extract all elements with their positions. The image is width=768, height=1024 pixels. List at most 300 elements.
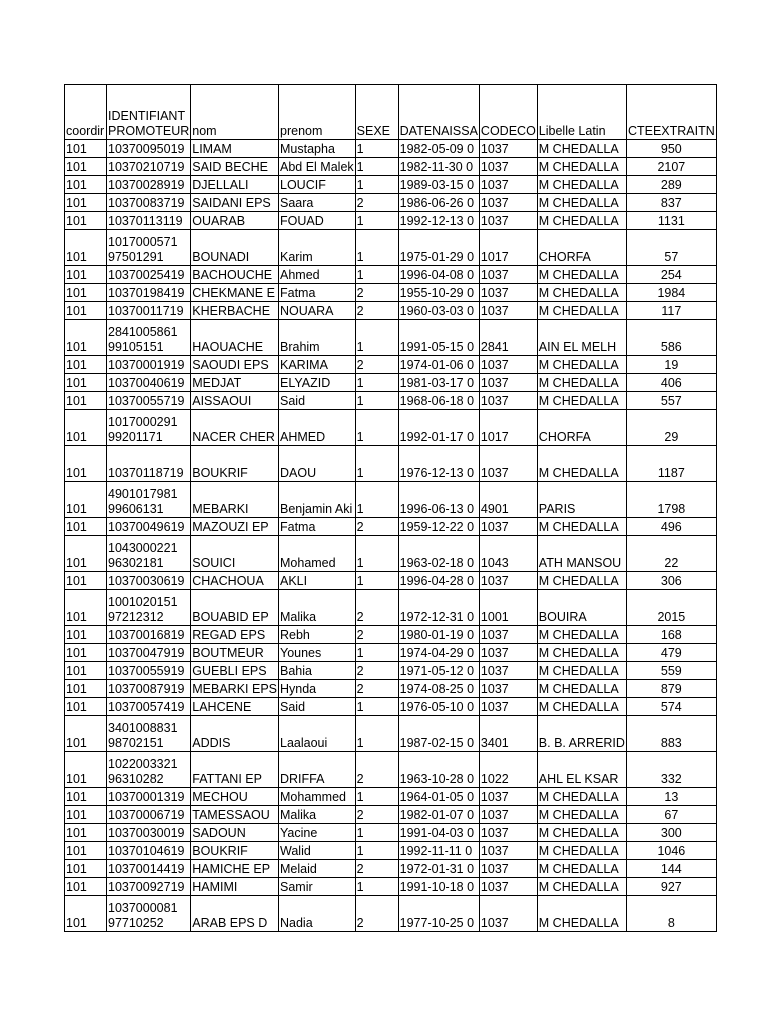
cell-libelle-latin[interactable]: M CHEDALLA	[537, 194, 626, 212]
cell-acte-extrait[interactable]: 2015	[626, 590, 716, 626]
cell-coord[interactable]: 101	[65, 518, 107, 536]
cell-libelle-latin[interactable]: M CHEDALLA	[537, 896, 626, 932]
cell-coord[interactable]: 101	[65, 230, 107, 266]
cell-nom[interactable]: MECHOU	[191, 788, 279, 806]
cell-acte-extrait[interactable]: 1187	[626, 446, 716, 482]
cell-acte-extrait[interactable]: 1798	[626, 482, 716, 518]
cell-libelle-latin[interactable]: M CHEDALLA	[537, 212, 626, 230]
cell-identifiant[interactable]: 10370001919	[107, 356, 191, 374]
cell-nom[interactable]: BOUKRIF	[191, 446, 279, 482]
cell-prenom[interactable]: Hynda	[279, 680, 356, 698]
cell-sexe[interactable]: 1	[355, 176, 398, 194]
cell-codecommune[interactable]: 4901	[479, 482, 537, 518]
cell-identifiant[interactable]: 1037000081 97710252	[107, 896, 191, 932]
cell-nom[interactable]: ADDIS	[191, 716, 279, 752]
cell-sexe[interactable]: 2	[355, 896, 398, 932]
cell-libelle-latin[interactable]: CHORFA	[537, 410, 626, 446]
cell-acte-extrait[interactable]: 306	[626, 572, 716, 590]
cell-datenaissance[interactable]: 1963-10-28 0	[398, 752, 479, 788]
cell-prenom[interactable]: LOUCIF	[279, 176, 356, 194]
cell-libelle-latin[interactable]: M CHEDALLA	[537, 446, 626, 482]
cell-acte-extrait[interactable]: 883	[626, 716, 716, 752]
cell-coord[interactable]: 101	[65, 860, 107, 878]
cell-coord[interactable]: 101	[65, 698, 107, 716]
cell-identifiant[interactable]: 10370030619	[107, 572, 191, 590]
cell-datenaissance[interactable]: 1991-10-18 0	[398, 878, 479, 896]
cell-nom[interactable]: LAHCENE	[191, 698, 279, 716]
cell-datenaissance[interactable]: 1977-10-25 0	[398, 896, 479, 932]
cell-identifiant[interactable]: 3401008831 98702151	[107, 716, 191, 752]
cell-codecommune[interactable]: 3401	[479, 716, 537, 752]
cell-prenom[interactable]: Walid	[279, 842, 356, 860]
cell-coord[interactable]: 101	[65, 788, 107, 806]
cell-identifiant[interactable]: 10370118719	[107, 446, 191, 482]
cell-codecommune[interactable]: 1037	[479, 302, 537, 320]
cell-acte-extrait[interactable]: 479	[626, 644, 716, 662]
cell-datenaissance[interactable]: 1974-08-25 0	[398, 680, 479, 698]
cell-coord[interactable]: 101	[65, 824, 107, 842]
cell-codecommune[interactable]: 1037	[479, 140, 537, 158]
cell-codecommune[interactable]: 1037	[479, 878, 537, 896]
header-codecommune[interactable]: CODECO	[479, 85, 537, 140]
cell-acte-extrait[interactable]: 927	[626, 878, 716, 896]
cell-codecommune[interactable]: 1037	[479, 644, 537, 662]
cell-libelle-latin[interactable]: M CHEDALLA	[537, 860, 626, 878]
cell-datenaissance[interactable]: 1982-11-30 0	[398, 158, 479, 176]
cell-nom[interactable]: DJELLALI	[191, 176, 279, 194]
cell-identifiant[interactable]: 10370092719	[107, 878, 191, 896]
cell-nom[interactable]: BOUKRIF	[191, 842, 279, 860]
cell-acte-extrait[interactable]: 496	[626, 518, 716, 536]
cell-datenaissance[interactable]: 1981-03-17 0	[398, 374, 479, 392]
cell-libelle-latin[interactable]: M CHEDALLA	[537, 878, 626, 896]
cell-coord[interactable]: 101	[65, 878, 107, 896]
cell-coord[interactable]: 101	[65, 662, 107, 680]
cell-coord[interactable]: 101	[65, 842, 107, 860]
header-prenom[interactable]: prenom	[279, 85, 356, 140]
cell-nom[interactable]: FATTANI EP	[191, 752, 279, 788]
cell-identifiant[interactable]: 10370030019	[107, 824, 191, 842]
cell-acte-extrait[interactable]: 289	[626, 176, 716, 194]
cell-prenom[interactable]: Rebh	[279, 626, 356, 644]
cell-sexe[interactable]: 1	[355, 140, 398, 158]
cell-nom[interactable]: MEDJAT	[191, 374, 279, 392]
cell-codecommune[interactable]: 1017	[479, 230, 537, 266]
cell-libelle-latin[interactable]: M CHEDALLA	[537, 140, 626, 158]
cell-coord[interactable]: 101	[65, 896, 107, 932]
cell-coord[interactable]: 101	[65, 140, 107, 158]
cell-datenaissance[interactable]: 1991-04-03 0	[398, 824, 479, 842]
cell-datenaissance[interactable]: 1959-12-22 0	[398, 518, 479, 536]
cell-libelle-latin[interactable]: M CHEDALLA	[537, 788, 626, 806]
cell-datenaissance[interactable]: 1992-12-13 0	[398, 212, 479, 230]
cell-identifiant[interactable]: 2841005861 99105151	[107, 320, 191, 356]
cell-acte-extrait[interactable]: 879	[626, 680, 716, 698]
cell-libelle-latin[interactable]: M CHEDALLA	[537, 842, 626, 860]
cell-nom[interactable]: REGAD EPS	[191, 626, 279, 644]
cell-prenom[interactable]: KARIMA	[279, 356, 356, 374]
cell-acte-extrait[interactable]: 29	[626, 410, 716, 446]
cell-nom[interactable]: HAMICHE EP	[191, 860, 279, 878]
cell-codecommune[interactable]: 1037	[479, 194, 537, 212]
cell-nom[interactable]: OUARAB	[191, 212, 279, 230]
cell-coord[interactable]: 101	[65, 626, 107, 644]
cell-acte-extrait[interactable]: 67	[626, 806, 716, 824]
cell-codecommune[interactable]: 1037	[479, 392, 537, 410]
cell-prenom[interactable]: Bahia	[279, 662, 356, 680]
cell-codecommune[interactable]: 1037	[479, 572, 537, 590]
cell-coord[interactable]: 101	[65, 212, 107, 230]
cell-acte-extrait[interactable]: 1984	[626, 284, 716, 302]
cell-identifiant[interactable]: 10370055719	[107, 392, 191, 410]
cell-datenaissance[interactable]: 1955-10-29 0	[398, 284, 479, 302]
cell-identifiant[interactable]: 10370040619	[107, 374, 191, 392]
cell-acte-extrait[interactable]: 406	[626, 374, 716, 392]
cell-libelle-latin[interactable]: M CHEDALLA	[537, 644, 626, 662]
cell-coord[interactable]: 101	[65, 158, 107, 176]
cell-prenom[interactable]: AKLI	[279, 572, 356, 590]
cell-acte-extrait[interactable]: 574	[626, 698, 716, 716]
cell-prenom[interactable]: AHMED	[279, 410, 356, 446]
cell-acte-extrait[interactable]: 19	[626, 356, 716, 374]
cell-codecommune[interactable]: 1037	[479, 698, 537, 716]
cell-acte-extrait[interactable]: 117	[626, 302, 716, 320]
cell-coord[interactable]: 101	[65, 302, 107, 320]
cell-nom[interactable]: SAOUDI EPS	[191, 356, 279, 374]
cell-prenom[interactable]: Melaid	[279, 860, 356, 878]
cell-nom[interactable]: MAZOUZI EP	[191, 518, 279, 536]
cell-acte-extrait[interactable]: 837	[626, 194, 716, 212]
cell-coord[interactable]: 101	[65, 176, 107, 194]
cell-libelle-latin[interactable]: M CHEDALLA	[537, 374, 626, 392]
cell-codecommune[interactable]: 1037	[479, 680, 537, 698]
cell-coord[interactable]: 101	[65, 374, 107, 392]
cell-prenom[interactable]: Brahim	[279, 320, 356, 356]
cell-prenom[interactable]: DAOU	[279, 446, 356, 482]
cell-codecommune[interactable]: 1022	[479, 752, 537, 788]
cell-coord[interactable]: 101	[65, 680, 107, 698]
cell-prenom[interactable]: Laalaoui	[279, 716, 356, 752]
cell-identifiant[interactable]: 10370006719	[107, 806, 191, 824]
cell-coord[interactable]: 101	[65, 356, 107, 374]
cell-codecommune[interactable]: 1037	[479, 626, 537, 644]
cell-datenaissance[interactable]: 1972-12-31 0	[398, 590, 479, 626]
cell-sexe[interactable]: 1	[355, 230, 398, 266]
cell-codecommune[interactable]: 1037	[479, 446, 537, 482]
cell-codecommune[interactable]: 1037	[479, 266, 537, 284]
cell-codecommune[interactable]: 1043	[479, 536, 537, 572]
cell-prenom[interactable]: DRIFFA	[279, 752, 356, 788]
cell-nom[interactable]: TAMESSAOU	[191, 806, 279, 824]
header-nom[interactable]: nom	[191, 85, 279, 140]
cell-libelle-latin[interactable]: M CHEDALLA	[537, 806, 626, 824]
cell-datenaissance[interactable]: 1996-04-08 0	[398, 266, 479, 284]
cell-identifiant[interactable]: 10370057419	[107, 698, 191, 716]
cell-sexe[interactable]: 2	[355, 302, 398, 320]
cell-libelle-latin[interactable]: M CHEDALLA	[537, 626, 626, 644]
cell-sexe[interactable]: 2	[355, 284, 398, 302]
cell-sexe[interactable]: 1	[355, 392, 398, 410]
cell-datenaissance[interactable]: 1992-11-11 0	[398, 842, 479, 860]
cell-sexe[interactable]: 1	[355, 878, 398, 896]
cell-coord[interactable]: 101	[65, 284, 107, 302]
cell-datenaissance[interactable]: 1992-01-17 0	[398, 410, 479, 446]
cell-prenom[interactable]: NOUARA	[279, 302, 356, 320]
cell-nom[interactable]: CHACHOUA	[191, 572, 279, 590]
cell-prenom[interactable]: Samir	[279, 878, 356, 896]
cell-identifiant[interactable]: 10370095019	[107, 140, 191, 158]
cell-coord[interactable]: 101	[65, 590, 107, 626]
cell-identifiant[interactable]: 1001020151 97212312	[107, 590, 191, 626]
cell-libelle-latin[interactable]: M CHEDALLA	[537, 824, 626, 842]
cell-acte-extrait[interactable]: 13	[626, 788, 716, 806]
cell-identifiant[interactable]: 10370210719	[107, 158, 191, 176]
cell-prenom[interactable]: Yacine	[279, 824, 356, 842]
cell-sexe[interactable]: 1	[355, 266, 398, 284]
cell-nom[interactable]: BOUTMEUR	[191, 644, 279, 662]
cell-identifiant[interactable]: 10370087919	[107, 680, 191, 698]
cell-coord[interactable]: 101	[65, 194, 107, 212]
cell-sexe[interactable]: 1	[355, 536, 398, 572]
cell-nom[interactable]: HAOUACHE	[191, 320, 279, 356]
cell-nom[interactable]: HAMIMI	[191, 878, 279, 896]
cell-coord[interactable]: 101	[65, 482, 107, 518]
cell-libelle-latin[interactable]: M CHEDALLA	[537, 356, 626, 374]
cell-sexe[interactable]: 1	[355, 446, 398, 482]
cell-codecommune[interactable]: 1037	[479, 788, 537, 806]
cell-identifiant[interactable]: 1022003321 96310282	[107, 752, 191, 788]
cell-prenom[interactable]: Mohamed	[279, 536, 356, 572]
cell-acte-extrait[interactable]: 1046	[626, 842, 716, 860]
cell-codecommune[interactable]: 1037	[479, 518, 537, 536]
cell-datenaissance[interactable]: 1975-01-29 0	[398, 230, 479, 266]
cell-coord[interactable]: 101	[65, 266, 107, 284]
cell-libelle-latin[interactable]: M CHEDALLA	[537, 662, 626, 680]
cell-identifiant[interactable]: 10370014419	[107, 860, 191, 878]
cell-codecommune[interactable]: 1037	[479, 212, 537, 230]
cell-acte-extrait[interactable]: 144	[626, 860, 716, 878]
cell-sexe[interactable]: 2	[355, 626, 398, 644]
cell-datenaissance[interactable]: 1996-04-28 0	[398, 572, 479, 590]
cell-acte-extrait[interactable]: 1131	[626, 212, 716, 230]
cell-codecommune[interactable]: 2841	[479, 320, 537, 356]
cell-prenom[interactable]: Nadia	[279, 896, 356, 932]
cell-prenom[interactable]: Karim	[279, 230, 356, 266]
cell-nom[interactable]: BACHOUCHE	[191, 266, 279, 284]
cell-identifiant[interactable]: 10370104619	[107, 842, 191, 860]
cell-prenom[interactable]: Ahmed	[279, 266, 356, 284]
cell-codecommune[interactable]: 1037	[479, 284, 537, 302]
cell-datenaissance[interactable]: 1974-04-29 0	[398, 644, 479, 662]
cell-nom[interactable]: CHEKMANE E	[191, 284, 279, 302]
cell-codecommune[interactable]: 1037	[479, 842, 537, 860]
cell-codecommune[interactable]: 1037	[479, 662, 537, 680]
cell-acte-extrait[interactable]: 586	[626, 320, 716, 356]
cell-prenom[interactable]: FOUAD	[279, 212, 356, 230]
cell-sexe[interactable]: 2	[355, 662, 398, 680]
cell-datenaissance[interactable]: 1980-01-19 0	[398, 626, 479, 644]
cell-identifiant[interactable]: 10370047919	[107, 644, 191, 662]
cell-acte-extrait[interactable]: 950	[626, 140, 716, 158]
header-sexe[interactable]: SEXE	[355, 85, 398, 140]
cell-acte-extrait[interactable]: 2107	[626, 158, 716, 176]
cell-codecommune[interactable]: 1037	[479, 860, 537, 878]
cell-identifiant[interactable]: 10370083719	[107, 194, 191, 212]
cell-coord[interactable]: 101	[65, 752, 107, 788]
cell-coord[interactable]: 101	[65, 644, 107, 662]
cell-sexe[interactable]: 1	[355, 410, 398, 446]
cell-nom[interactable]: MEBARKI	[191, 482, 279, 518]
cell-identifiant[interactable]: 10370055919	[107, 662, 191, 680]
cell-datenaissance[interactable]: 1974-01-06 0	[398, 356, 479, 374]
cell-prenom[interactable]: Fatma	[279, 284, 356, 302]
cell-datenaissance[interactable]: 1987-02-15 0	[398, 716, 479, 752]
cell-sexe[interactable]: 1	[355, 320, 398, 356]
cell-libelle-latin[interactable]: BOUIRA	[537, 590, 626, 626]
cell-libelle-latin[interactable]: ATH MANSOU	[537, 536, 626, 572]
cell-identifiant[interactable]: 10370011719	[107, 302, 191, 320]
cell-sexe[interactable]: 2	[355, 806, 398, 824]
cell-libelle-latin[interactable]: M CHEDALLA	[537, 158, 626, 176]
cell-prenom[interactable]: Fatma	[279, 518, 356, 536]
cell-libelle-latin[interactable]: B. B. ARRERID	[537, 716, 626, 752]
cell-coord[interactable]: 101	[65, 572, 107, 590]
cell-libelle-latin[interactable]: M CHEDALLA	[537, 518, 626, 536]
cell-datenaissance[interactable]: 1968-06-18 0	[398, 392, 479, 410]
cell-codecommune[interactable]: 1037	[479, 176, 537, 194]
cell-sexe[interactable]: 1	[355, 158, 398, 176]
cell-prenom[interactable]: Mustapha	[279, 140, 356, 158]
cell-libelle-latin[interactable]: M CHEDALLA	[537, 266, 626, 284]
cell-nom[interactable]: ARAB EPS D	[191, 896, 279, 932]
header-coord[interactable]: coordir	[65, 85, 107, 140]
cell-identifiant[interactable]: 1043000221 96302181	[107, 536, 191, 572]
header-datenaissance[interactable]: DATENAISSA	[398, 85, 479, 140]
cell-nom[interactable]: KHERBACHE	[191, 302, 279, 320]
cell-nom[interactable]: LIMAM	[191, 140, 279, 158]
cell-identifiant[interactable]: 10370016819	[107, 626, 191, 644]
cell-prenom[interactable]: ELYAZID	[279, 374, 356, 392]
cell-libelle-latin[interactable]: AIN EL MELH	[537, 320, 626, 356]
header-libelle-latin[interactable]: Libelle Latin	[537, 85, 626, 140]
cell-datenaissance[interactable]: 1963-02-18 0	[398, 536, 479, 572]
cell-acte-extrait[interactable]: 332	[626, 752, 716, 788]
cell-identifiant[interactable]: 10370198419	[107, 284, 191, 302]
cell-datenaissance[interactable]: 1982-05-09 0	[398, 140, 479, 158]
cell-sexe[interactable]: 2	[355, 194, 398, 212]
cell-identifiant[interactable]: 10370049619	[107, 518, 191, 536]
cell-datenaissance[interactable]: 1976-12-13 0	[398, 446, 479, 482]
cell-codecommune[interactable]: 1037	[479, 374, 537, 392]
cell-identifiant[interactable]: 10370028919	[107, 176, 191, 194]
cell-nom[interactable]: AISSAOUI	[191, 392, 279, 410]
cell-coord[interactable]: 101	[65, 392, 107, 410]
cell-sexe[interactable]: 1	[355, 716, 398, 752]
cell-coord[interactable]: 101	[65, 320, 107, 356]
cell-coord[interactable]: 101	[65, 446, 107, 482]
cell-nom[interactable]: BOUABID EP	[191, 590, 279, 626]
cell-nom[interactable]: GUEBLI EPS	[191, 662, 279, 680]
cell-datenaissance[interactable]: 1976-05-10 0	[398, 698, 479, 716]
cell-sexe[interactable]: 1	[355, 788, 398, 806]
cell-sexe[interactable]: 2	[355, 680, 398, 698]
cell-prenom[interactable]: Younes	[279, 644, 356, 662]
cell-libelle-latin[interactable]: M CHEDALLA	[537, 176, 626, 194]
cell-datenaissance[interactable]: 1996-06-13 0	[398, 482, 479, 518]
cell-acte-extrait[interactable]: 168	[626, 626, 716, 644]
cell-nom[interactable]: SAID BECHE	[191, 158, 279, 176]
cell-prenom[interactable]: Saara	[279, 194, 356, 212]
cell-codecommune[interactable]: 1037	[479, 158, 537, 176]
cell-nom[interactable]: SAIDANI EPS	[191, 194, 279, 212]
cell-acte-extrait[interactable]: 57	[626, 230, 716, 266]
cell-sexe[interactable]: 2	[355, 860, 398, 878]
cell-acte-extrait[interactable]: 254	[626, 266, 716, 284]
cell-acte-extrait[interactable]: 559	[626, 662, 716, 680]
cell-sexe[interactable]: 2	[355, 356, 398, 374]
cell-coord[interactable]: 101	[65, 806, 107, 824]
cell-coord[interactable]: 101	[65, 410, 107, 446]
cell-codecommune[interactable]: 1017	[479, 410, 537, 446]
cell-datenaissance[interactable]: 1982-01-07 0	[398, 806, 479, 824]
cell-datenaissance[interactable]: 1986-06-26 0	[398, 194, 479, 212]
cell-libelle-latin[interactable]: PARIS	[537, 482, 626, 518]
cell-datenaissance[interactable]: 1964-01-05 0	[398, 788, 479, 806]
cell-identifiant[interactable]: 10370113119	[107, 212, 191, 230]
cell-sexe[interactable]: 1	[355, 572, 398, 590]
cell-libelle-latin[interactable]: M CHEDALLA	[537, 698, 626, 716]
cell-libelle-latin[interactable]: M CHEDALLA	[537, 572, 626, 590]
cell-sexe[interactable]: 1	[355, 698, 398, 716]
cell-sexe[interactable]: 1	[355, 824, 398, 842]
cell-prenom[interactable]: Malika	[279, 806, 356, 824]
cell-sexe[interactable]: 2	[355, 752, 398, 788]
cell-codecommune[interactable]: 1037	[479, 896, 537, 932]
cell-prenom[interactable]: Benjamin Aki	[279, 482, 356, 518]
cell-datenaissance[interactable]: 1971-05-12 0	[398, 662, 479, 680]
cell-datenaissance[interactable]: 1972-01-31 0	[398, 860, 479, 878]
cell-prenom[interactable]: Mohammed	[279, 788, 356, 806]
cell-nom[interactable]: BOUNADI	[191, 230, 279, 266]
cell-sexe[interactable]: 2	[355, 518, 398, 536]
cell-libelle-latin[interactable]: M CHEDALLA	[537, 392, 626, 410]
cell-prenom[interactable]: Said	[279, 392, 356, 410]
cell-libelle-latin[interactable]: CHORFA	[537, 230, 626, 266]
cell-nom[interactable]: SOUICI	[191, 536, 279, 572]
header-identifiant[interactable]: IDENTIFIANT PROMOTEUR	[107, 85, 191, 140]
cell-datenaissance[interactable]: 1991-05-15 0	[398, 320, 479, 356]
cell-datenaissance[interactable]: 1989-03-15 0	[398, 176, 479, 194]
cell-codecommune[interactable]: 1037	[479, 806, 537, 824]
cell-sexe[interactable]: 2	[355, 590, 398, 626]
cell-nom[interactable]: SADOUN	[191, 824, 279, 842]
cell-identifiant[interactable]: 10370001319	[107, 788, 191, 806]
cell-coord[interactable]: 101	[65, 716, 107, 752]
cell-identifiant[interactable]: 4901017981 99606131	[107, 482, 191, 518]
header-acte-extrait[interactable]: CTEEXTRAITN	[626, 85, 716, 140]
cell-prenom[interactable]: Said	[279, 698, 356, 716]
cell-acte-extrait[interactable]: 8	[626, 896, 716, 932]
cell-identifiant[interactable]: 1017000571 97501291	[107, 230, 191, 266]
cell-sexe[interactable]: 1	[355, 842, 398, 860]
cell-codecommune[interactable]: 1001	[479, 590, 537, 626]
cell-sexe[interactable]: 1	[355, 374, 398, 392]
cell-sexe[interactable]: 1	[355, 644, 398, 662]
cell-identifiant[interactable]: 10370025419	[107, 266, 191, 284]
cell-libelle-latin[interactable]: AHL EL KSAR	[537, 752, 626, 788]
cell-datenaissance[interactable]: 1960-03-03 0	[398, 302, 479, 320]
cell-libelle-latin[interactable]: M CHEDALLA	[537, 302, 626, 320]
